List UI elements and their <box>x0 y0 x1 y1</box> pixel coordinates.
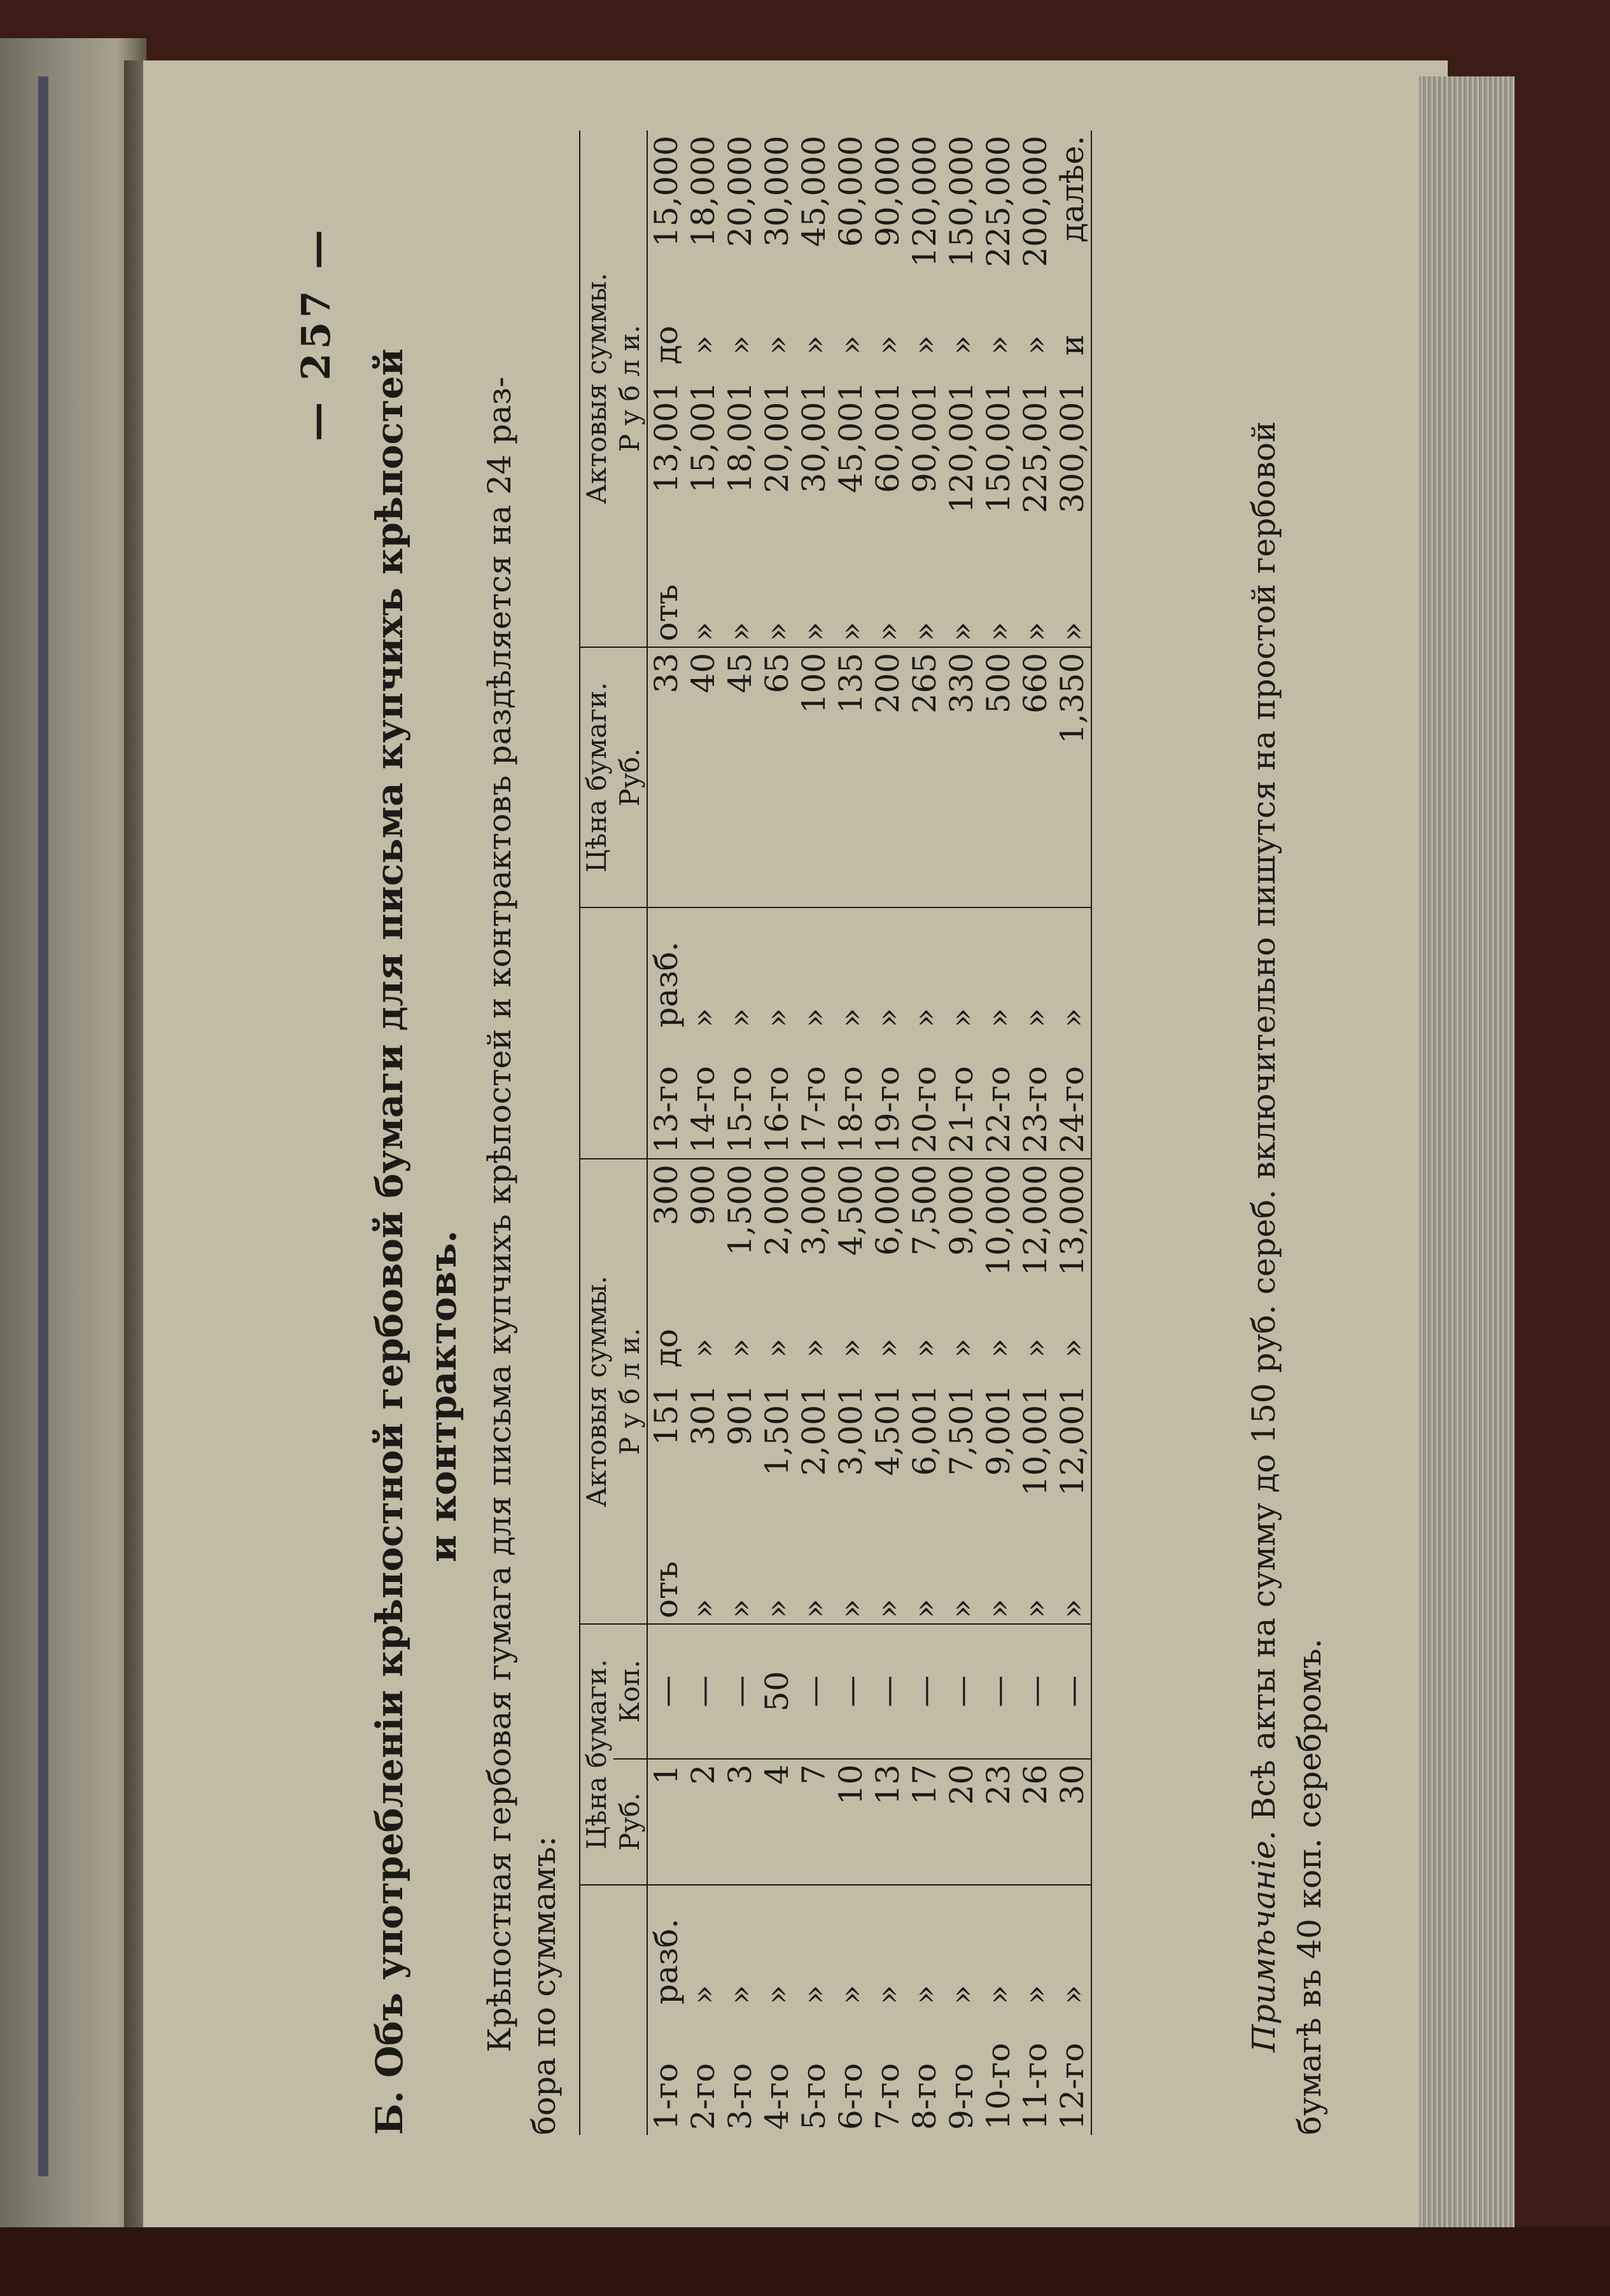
left-rank-cell: 8-го <box>906 2062 943 2130</box>
left-a-cell: 2,001 <box>795 1385 832 1476</box>
right-rub-cell: 100 <box>795 647 832 908</box>
left-kop-cell: — <box>1054 1624 1091 1759</box>
right-suffix-cell: » <box>943 1008 980 1028</box>
page-edges <box>1419 76 1515 2227</box>
left-a-cell: 301 <box>685 1385 722 1446</box>
amounts-header: Актовыя суммы. <box>580 1159 613 1624</box>
right-a-cell: 15,001 <box>685 381 722 493</box>
left-to-cell: » <box>795 1338 832 1358</box>
right-suffix-cell: » <box>685 1008 722 1028</box>
intro-line-1: Крѣпостная гербовая гумага для письма купчихъ крѣпостей и контрактовъ раздѣляется на 24 раз- <box>481 377 518 2052</box>
left-a-cell: 1,501 <box>759 1385 795 1476</box>
left-suffix-cell: » <box>795 1985 832 2005</box>
note-label: Примѣчаніе. <box>1245 1830 1282 2052</box>
left-b-cell: 2,000 <box>759 1165 795 1256</box>
intro-paragraph <box>477 130 566 2135</box>
right-a-cell: 60,001 <box>869 381 906 493</box>
intro-line-2: бора по суммамъ: <box>526 1836 563 2135</box>
left-suffix-cell: » <box>980 1985 1017 2005</box>
right-suffix-cell: » <box>832 1008 869 1028</box>
left-kop-cell: — <box>869 1624 906 1759</box>
left-from-cell: » <box>759 1536 795 1624</box>
left-rank-cell: 4-го <box>759 2062 795 2130</box>
left-rank-cell: 10-го <box>980 2043 1017 2130</box>
table-row <box>647 130 685 2135</box>
left-suffix-cell: » <box>759 1985 795 2005</box>
table-row <box>943 130 980 2135</box>
left-from-cell: » <box>869 1536 906 1624</box>
right-b-cell: 15,000 <box>648 136 685 247</box>
left-b-cell: 1,500 <box>722 1165 759 1256</box>
right-from-cell: » <box>832 559 869 647</box>
right-b-cell: 60,000 <box>832 136 869 247</box>
book-cover <box>0 2227 1610 2296</box>
left-a-cell: 901 <box>722 1385 759 1446</box>
right-b-cell: 225,000 <box>980 136 1017 267</box>
left-to-cell: » <box>759 1338 795 1358</box>
left-from-cell: » <box>685 1536 722 1624</box>
left-rank-cell: 2-го <box>685 2062 722 2130</box>
left-rub-cell: 20 <box>943 1759 980 1885</box>
right-suffix-cell: » <box>1054 1008 1091 1028</box>
left-kop-cell: — <box>647 1624 685 1759</box>
right-a-cell: 300,001 <box>1054 381 1091 514</box>
table-row <box>980 130 1017 2135</box>
left-rank-cell: 12-го <box>1054 2043 1091 2130</box>
left-to-cell: » <box>722 1338 759 1358</box>
left-suffix-cell: » <box>832 1985 869 2005</box>
right-b-cell: 120,000 <box>906 136 943 267</box>
left-from-cell: » <box>1017 1536 1054 1624</box>
right-rank-cell: 23-го <box>1017 1033 1054 1159</box>
right-b-cell: 150,000 <box>943 136 980 267</box>
right-b-cell: далѣе. <box>1054 136 1091 242</box>
right-from-cell: отъ <box>647 559 685 647</box>
right-to-cell: » <box>795 335 832 355</box>
left-rub-cell: 1 <box>647 1759 685 1885</box>
note-line-1: Всѣ акты на сумму до 150 руб. сереб. включительно пишутся на простой гербовой <box>1245 421 1282 1821</box>
stamp-paper-table <box>579 130 1092 2135</box>
left-rub-cell: 17 <box>906 1759 943 1885</box>
left-a-cell: 6,001 <box>906 1385 943 1476</box>
right-a-cell: 45,001 <box>832 381 869 493</box>
right-to-cell: до <box>648 325 685 365</box>
right-from-cell: » <box>943 559 980 647</box>
left-rank-cell: 6-го <box>832 2062 869 2130</box>
left-kop-cell: 50 <box>759 1624 795 1759</box>
left-to-cell: » <box>869 1338 906 1358</box>
left-suffix-cell: » <box>1017 1985 1054 2005</box>
right-b-cell: 200,000 <box>1017 136 1054 267</box>
right-from-cell: » <box>906 559 943 647</box>
left-b-cell: 4,500 <box>832 1165 869 1256</box>
right-to-cell: » <box>906 335 943 355</box>
right-rank-cell: 17-го <box>795 1033 832 1159</box>
left-rub-cell: 3 <box>722 1759 759 1885</box>
right-rub-cell: 265 <box>906 647 943 908</box>
kop-header: Коп. <box>613 1624 647 1759</box>
left-a-cell: 3,001 <box>832 1385 869 1476</box>
left-a-cell: 12,001 <box>1054 1385 1091 1496</box>
right-rank-cell: 22-го <box>980 1033 1017 1159</box>
right-suffix-cell: » <box>869 1008 906 1028</box>
left-to-cell: » <box>1054 1338 1091 1358</box>
table-row <box>1017 130 1054 2135</box>
right-rub-cell: 660 <box>1017 647 1054 908</box>
right-a-cell: 20,001 <box>759 381 795 493</box>
left-to-cell: » <box>906 1338 943 1358</box>
left-to-cell: » <box>1017 1338 1054 1358</box>
left-rank-cell: 11-го <box>1017 2043 1054 2130</box>
left-rank-cell: 5-го <box>795 2062 832 2130</box>
right-suffix-cell: » <box>906 1008 943 1028</box>
bookmark-ribbon <box>38 76 48 2176</box>
right-a-cell: 225,001 <box>1017 381 1054 514</box>
right-rank-cell: 19-го <box>869 1033 906 1159</box>
right-suffix-cell: » <box>980 1008 1017 1028</box>
left-b-cell: 13,000 <box>1054 1165 1091 1277</box>
rubles-header-right: Р у б л и. <box>613 130 647 647</box>
left-a-cell: 151 <box>648 1385 685 1446</box>
right-to-cell: и <box>1054 334 1091 356</box>
footnote <box>1241 130 1333 2135</box>
right-suffix-cell: » <box>759 1008 795 1028</box>
right-to-cell: » <box>722 335 759 355</box>
left-a-cell: 9,001 <box>980 1385 1017 1476</box>
section-heading <box>363 130 470 2135</box>
left-b-cell: 3,000 <box>795 1165 832 1256</box>
right-rank-cell: 20-го <box>906 1033 943 1159</box>
left-to-cell: до <box>648 1328 685 1368</box>
left-to-cell: » <box>980 1338 1017 1358</box>
rank-header-right <box>580 907 647 1159</box>
right-rub-cell: 65 <box>759 647 795 908</box>
left-a-cell: 4,501 <box>869 1385 906 1476</box>
right-to-cell: » <box>980 335 1017 355</box>
left-from-cell: » <box>795 1536 832 1624</box>
left-rub-cell: 23 <box>980 1759 1017 1885</box>
heading-line-2: и контрактовъ. <box>421 1230 465 1562</box>
right-to-cell: » <box>869 335 906 355</box>
left-rub-cell: 26 <box>1017 1759 1054 1885</box>
left-kop-cell: — <box>1017 1624 1054 1759</box>
left-kop-cell: — <box>980 1624 1017 1759</box>
left-suffix-cell: » <box>869 1985 906 2005</box>
right-rub-cell: 330 <box>943 647 980 908</box>
rub-header: Руб. <box>613 1759 647 1885</box>
right-suffix-cell: » <box>1017 1008 1054 1028</box>
right-suffix-cell: » <box>795 1008 832 1028</box>
left-b-cell: 7,500 <box>906 1165 943 1256</box>
left-suffix-cell: » <box>943 1985 980 2005</box>
right-rub-cell: 40 <box>685 647 722 908</box>
left-rub-cell: 30 <box>1054 1759 1091 1885</box>
right-rank-cell: 18-го <box>832 1033 869 1159</box>
right-from-cell: » <box>869 559 906 647</box>
note-line-2: бумагѣ въ 40 коп. серебромъ. <box>1291 1638 1328 2135</box>
right-rank-cell: 15-го <box>722 1033 759 1159</box>
left-b-cell: 12,000 <box>1017 1165 1054 1277</box>
right-a-cell: 30,001 <box>795 381 832 493</box>
left-rub-cell: 4 <box>759 1759 795 1885</box>
right-rub-cell: 200 <box>869 647 906 908</box>
right-rub-cell: 33 <box>647 647 685 908</box>
left-to-cell: » <box>943 1338 980 1358</box>
right-rank-cell: 13-го <box>647 1033 685 1159</box>
price-header-right: Цѣна бумаги. <box>580 647 613 908</box>
left-rub-cell: 13 <box>869 1759 906 1885</box>
left-rank-cell: 3-го <box>722 2062 759 2130</box>
left-rub-cell: 10 <box>832 1759 869 1885</box>
left-to-cell: » <box>685 1338 722 1358</box>
left-from-cell: » <box>832 1536 869 1624</box>
left-rank-cell: 9-го <box>943 2062 980 2130</box>
right-to-cell: » <box>832 335 869 355</box>
right-from-cell: » <box>685 559 722 647</box>
rank-header <box>580 1885 647 2135</box>
right-suffix-cell: » <box>722 1008 759 1028</box>
left-b-cell: 300 <box>648 1165 685 1226</box>
right-from-cell: » <box>722 559 759 647</box>
left-b-cell: 9,000 <box>943 1165 980 1256</box>
table-row <box>906 130 943 2135</box>
left-from-cell: » <box>943 1536 980 1624</box>
right-to-cell: » <box>759 335 795 355</box>
table-row <box>832 130 869 2135</box>
left-suffix-cell: » <box>1054 1985 1091 2005</box>
page-number: — 257 — <box>293 226 339 442</box>
table-row <box>722 130 759 2135</box>
rubles-header: Р у б л и. <box>613 1159 647 1624</box>
right-rank-cell: 24-го <box>1054 1033 1091 1159</box>
right-rank-cell: 16-го <box>759 1033 795 1159</box>
right-b-cell: 45,000 <box>795 136 832 247</box>
left-a-cell: 7,501 <box>943 1385 980 1476</box>
left-to-cell: » <box>832 1338 869 1358</box>
right-rank-cell: 21-го <box>943 1033 980 1159</box>
left-from-cell: » <box>722 1536 759 1624</box>
left-kop-cell: — <box>722 1624 759 1759</box>
heading-line-1: Б. Объ употребленіи крѣпостной гербовой бумаги для письма купчихъ крѣпостей <box>368 348 411 2135</box>
right-a-cell: 90,001 <box>906 381 943 493</box>
left-b-cell: 6,000 <box>869 1165 906 1256</box>
right-from-cell: » <box>759 559 795 647</box>
table-row <box>1054 130 1091 2135</box>
price-header: Цѣна бумаги. <box>580 1624 613 1885</box>
right-b-cell: 90,000 <box>869 136 906 247</box>
left-from-cell: » <box>1054 1536 1091 1624</box>
table-row <box>869 130 906 2135</box>
table-row <box>759 130 795 2135</box>
right-rank-cell: 14-го <box>685 1033 722 1159</box>
right-b-cell: 20,000 <box>722 136 759 247</box>
left-from-cell: отъ <box>647 1536 685 1624</box>
left-suffix-cell: » <box>722 1985 759 2005</box>
left-kop-cell: — <box>685 1624 722 1759</box>
right-to-cell: » <box>685 335 722 355</box>
left-kop-cell: — <box>795 1624 832 1759</box>
left-kop-cell: — <box>906 1624 943 1759</box>
amounts-header-right: Актовыя суммы. <box>580 130 613 647</box>
right-b-cell: 30,000 <box>759 136 795 247</box>
left-rub-cell: 7 <box>795 1759 832 1885</box>
right-rub-cell: 45 <box>722 647 759 908</box>
left-rank-cell: 7-го <box>869 2062 906 2130</box>
right-to-cell: » <box>943 335 980 355</box>
right-from-cell: » <box>1054 559 1091 647</box>
right-from-cell: » <box>795 559 832 647</box>
left-suffix-cell: » <box>906 1985 943 2005</box>
left-a-cell: 10,001 <box>1017 1385 1054 1496</box>
left-b-cell: 10,000 <box>980 1165 1017 1277</box>
right-a-cell: 120,001 <box>943 381 980 514</box>
left-from-cell: » <box>980 1536 1017 1624</box>
right-a-cell: 18,001 <box>722 381 759 493</box>
left-suffix-cell: » <box>685 1985 722 2005</box>
right-suffix-cell: разб. <box>648 941 685 1028</box>
left-kop-cell: — <box>832 1624 869 1759</box>
left-kop-cell: — <box>943 1624 980 1759</box>
right-a-cell: 13,001 <box>648 381 685 493</box>
left-from-cell: » <box>906 1536 943 1624</box>
left-suffix-cell: разб. <box>648 1918 685 2005</box>
left-rank-cell: 1-го <box>648 2062 685 2130</box>
right-to-cell: » <box>1017 335 1054 355</box>
left-rub-cell: 2 <box>685 1759 722 1885</box>
table-row <box>795 130 832 2135</box>
right-rub-cell: 500 <box>980 647 1017 908</box>
rub-header-right: Руб. <box>613 647 647 908</box>
right-a-cell: 150,001 <box>980 381 1017 514</box>
right-from-cell: » <box>1017 559 1054 647</box>
page-content <box>286 130 1355 2135</box>
right-rub-cell: 135 <box>832 647 869 908</box>
right-b-cell: 18,000 <box>685 136 722 247</box>
right-rub-cell: 1,350 <box>1054 647 1091 908</box>
table-row <box>685 130 722 2135</box>
left-b-cell: 900 <box>685 1165 722 1226</box>
right-from-cell: » <box>980 559 1017 647</box>
